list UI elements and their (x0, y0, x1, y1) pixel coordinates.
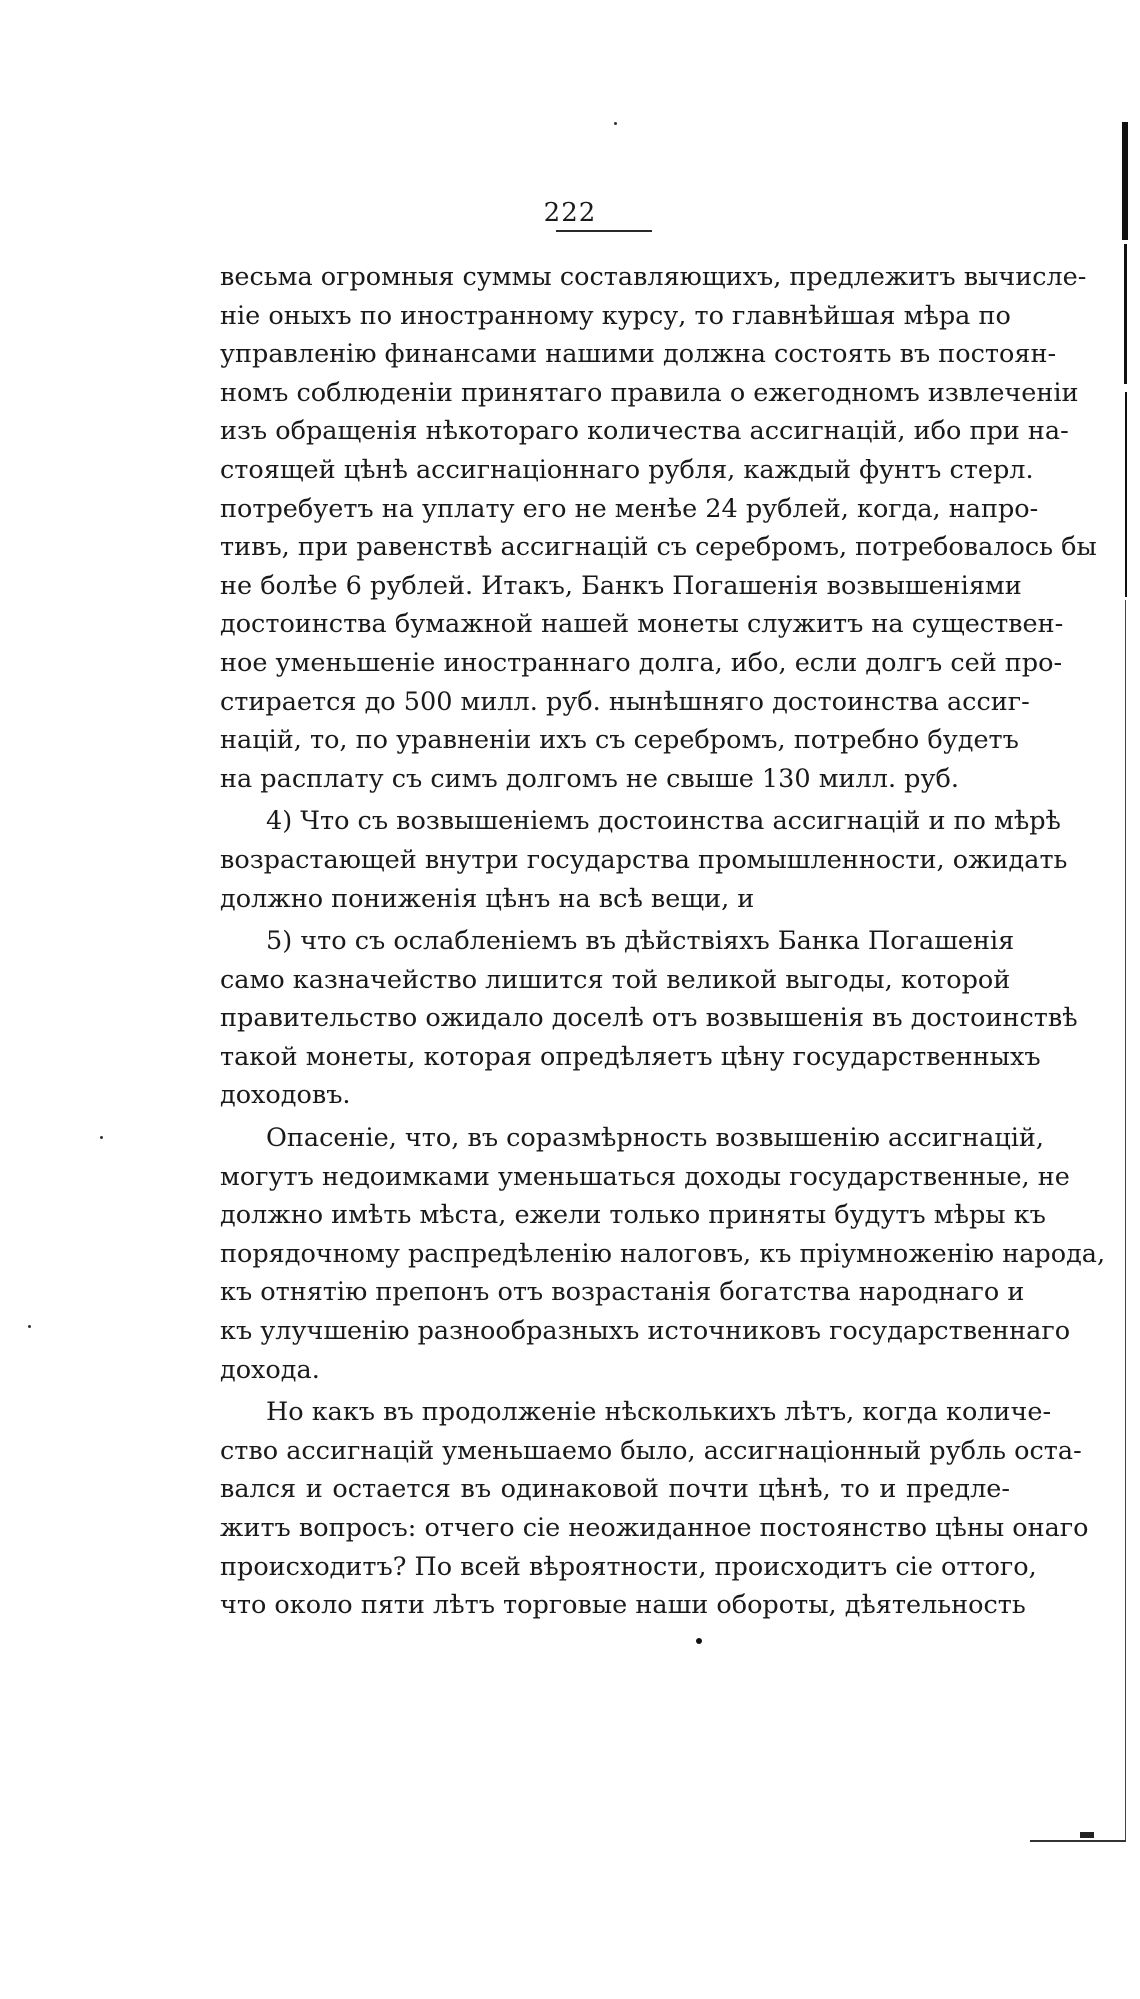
text-line: правительство ожидало доселѣ отъ возвышенія въ достоинствѣ (220, 1003, 1078, 1034)
scan-speck (28, 1325, 31, 1328)
text-line: что около пяти лѣтъ торговые наши обороты, дѣятельность (220, 1590, 1026, 1621)
text-line: 4) Что съ возвышеніемъ достоинства ассигнацій и по мѣрѣ (266, 806, 1061, 837)
scan-speck (614, 122, 617, 125)
paragraph-4 (220, 1119, 1106, 1389)
text-line: должно пониженія цѣнъ на всѣ вещи, и (220, 883, 755, 914)
text-line: управленію финансами нашими должна состоять въ постоян- (220, 339, 1057, 370)
scan-speck (696, 1638, 702, 1644)
text-line: весьма огромныя суммы составляющихъ, предлежитъ вычисле- (220, 262, 1087, 292)
paragraph-3 (220, 922, 1078, 1115)
scan-speck (100, 1136, 103, 1139)
page-edge-shadow-lower (1125, 392, 1127, 597)
text-line: стоящей цѣнѣ ассигнаціоннаго рубля, каждый фунтъ стерл. (220, 454, 1034, 485)
text-line: могутъ недоимками уменьшаться доходы государственные, не (220, 1161, 1070, 1192)
text-line: достоинства бумажной нашей монеты служитъ на существен- (220, 609, 1064, 640)
paragraph-2 (220, 802, 1068, 918)
page-edge-line (1125, 600, 1126, 1842)
paragraph-5 (220, 1393, 1089, 1625)
text-line: ство ассигнацій уменьшаемо было, ассигнаціонный рубль оста- (220, 1435, 1082, 1466)
body-text (220, 258, 1106, 1625)
text-line: само казначейство лишится той великой выгоды, которой (220, 964, 1011, 995)
text-line: 5) что съ ослабленіемъ въ дѣйствіяхъ Банка Погашенія (266, 926, 1015, 957)
text-line: вался и остается въ одинаковой почти цѣнѣ, то и предле- (220, 1474, 1010, 1505)
text-line: изъ обращенія нѣкотораго количества ассигнацій, ибо при на- (220, 416, 1069, 447)
text-line: должно имѣть мѣста, ежели только приняты будутъ мѣры къ (220, 1200, 1046, 1231)
text-line: порядочному распредѣленію налоговъ, къ пріумноженію народа, (220, 1238, 1106, 1269)
page-number: 222 (543, 198, 597, 228)
page-corner-mark (1080, 1832, 1094, 1838)
text-line: къ отнятію препонъ отъ возрастанія богатства народнаго и (220, 1277, 1025, 1308)
text-line: стирается до 500 милл. руб. нынѣшняго достоинства ассиг- (220, 686, 1030, 717)
page-number-underline (556, 230, 652, 232)
text-line: доходовъ. (220, 1080, 351, 1111)
text-line: номъ соблюденіи принятаго правила о ежегодномъ извлеченіи (220, 377, 1079, 408)
text-line: Но какъ въ продолженіе нѣсколькихъ лѣтъ, когда количе- (266, 1397, 1052, 1428)
text-line: къ улучшенію разнообразныхъ источниковъ государственнаго (220, 1316, 1071, 1347)
text-line: націй, то, по уравненіи ихъ съ серебромъ, потребно будетъ (220, 725, 1019, 756)
text-line: ніе оныхъ по иностранному курсу, то главнѣйшая мѣра по (220, 300, 1011, 331)
text-line: не болѣе 6 рублей. Итакъ, Банкъ Погашенія возвышеніями (220, 570, 1022, 601)
page-corner-line (1030, 1840, 1126, 1842)
text-line: такой монеты, которая опредѣляетъ цѣну государственныхъ (220, 1041, 1041, 1072)
page-edge-shadow-middle (1124, 244, 1127, 384)
text-line: тивъ, при равенствѣ ассигнацій съ серебромъ, потребовалось бы (220, 532, 1097, 563)
text-line: дохода. (220, 1354, 320, 1385)
text-line: ное уменьшеніе иностраннаго долга, ибо, если долгъ сей про- (220, 647, 1063, 678)
paragraph-1 (220, 258, 1097, 798)
text-line: Опасеніе, что, въ соразмѣрность возвышенію ассигнацій, (266, 1123, 1044, 1154)
page-edge-shadow-top (1122, 122, 1128, 240)
text-line: житъ вопросъ: отчего сіе неожиданное постоянство цѣны онаго (220, 1513, 1089, 1543)
text-line: потребуетъ на уплату его не менѣе 24 рублей, когда, напро- (220, 493, 1039, 524)
text-line: возрастающей внутри государства промышленности, ожидать (220, 844, 1068, 875)
text-line: на расплату съ симъ долгомъ не свыше 130 милл. руб. (220, 763, 959, 794)
text-line: происходитъ? По всей вѣроятности, происходитъ сіе оттого, (220, 1551, 1037, 1582)
